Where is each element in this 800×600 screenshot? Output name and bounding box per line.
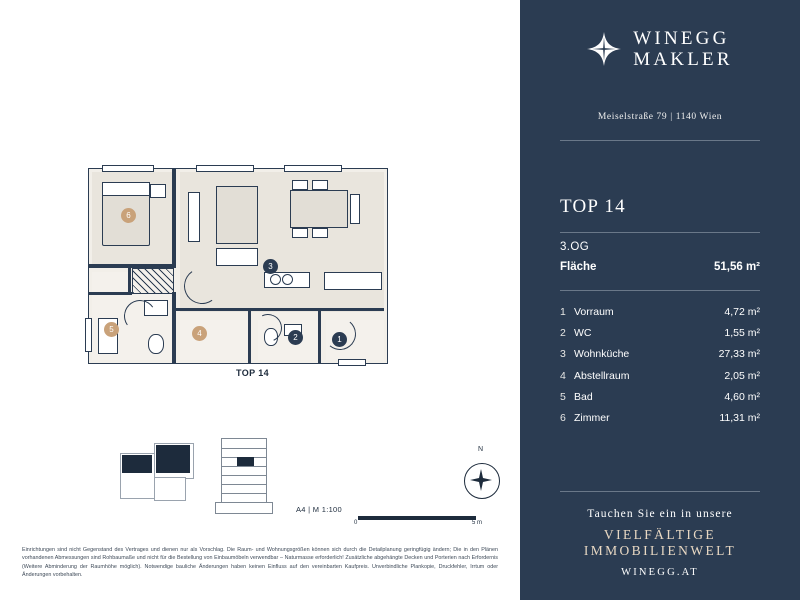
marketing-tagline xyxy=(520,508,800,559)
wall-horizontal-2 xyxy=(176,308,384,311)
floorplan-drawing-area xyxy=(0,0,520,430)
brand-block xyxy=(520,28,800,71)
furniture-hob-1 xyxy=(270,274,281,285)
entrance-door xyxy=(338,359,366,366)
wall-vertical-1 xyxy=(172,168,176,268)
room-badge-4: 4 xyxy=(192,326,207,341)
wall-vertical-2 xyxy=(172,292,176,364)
brand-wordmark xyxy=(633,28,732,71)
divider-2 xyxy=(560,232,760,233)
room-index: 3 xyxy=(560,348,566,361)
furniture-sofa xyxy=(216,186,258,244)
room-list xyxy=(560,302,760,429)
room-list-item xyxy=(560,302,760,323)
building-elevation-thumbnail xyxy=(215,438,271,513)
room-list-item xyxy=(560,386,760,407)
unit-area-row xyxy=(560,261,760,273)
room-badge-6: 6 xyxy=(121,208,136,223)
room-badge-5: 5 xyxy=(104,322,119,337)
shaft-hatch xyxy=(132,268,174,294)
room-size: 27,33 m² xyxy=(718,348,760,361)
furniture-hob-2 xyxy=(282,274,293,285)
room-index: 6 xyxy=(560,411,566,424)
site-plan-thumbnail xyxy=(120,443,200,503)
room-list-item xyxy=(560,344,760,365)
window-west-1 xyxy=(85,318,92,352)
brand-line-2: MAKLER xyxy=(633,49,733,71)
compass-rose-icon xyxy=(455,446,507,508)
wall-horizontal-3 xyxy=(88,292,132,295)
scale-max-label: 5 m xyxy=(472,520,483,526)
furniture-chair-4 xyxy=(312,228,328,238)
furniture-dining-table xyxy=(290,190,348,228)
furniture-toilet-bad xyxy=(148,334,164,354)
furniture-chair-2 xyxy=(312,180,328,190)
plan-top-label: TOP 14 xyxy=(236,368,270,378)
furniture-chair-3 xyxy=(292,228,308,238)
window-north-2 xyxy=(196,165,254,172)
star-burst-icon xyxy=(587,32,621,66)
scale-min-label: 0 xyxy=(354,520,358,526)
wall-vertical-4 xyxy=(318,311,321,364)
room-index: 2 xyxy=(560,327,566,340)
room-index: 5 xyxy=(560,390,566,403)
scale-label: A4 | M 1:100 xyxy=(296,505,342,514)
room-index: 4 xyxy=(560,369,566,382)
room-badge-2: 2 xyxy=(288,330,303,345)
furniture-chair-5 xyxy=(350,194,360,224)
unit-title: TOP 14 xyxy=(560,196,626,217)
apartment-floorplan xyxy=(88,168,388,364)
compass-needle-icon xyxy=(469,468,493,492)
divider-3 xyxy=(560,290,760,291)
room-badge-3: 3 xyxy=(263,259,278,274)
room-list-item xyxy=(560,365,760,386)
room-name: Wohnküche xyxy=(574,348,630,361)
furniture-bed-pillow xyxy=(102,182,150,196)
room-badge-1: 1 xyxy=(332,332,347,347)
room-name: WC xyxy=(574,327,592,340)
area-label: Fläche xyxy=(560,261,597,273)
unit-floor: 3.OG xyxy=(560,241,590,253)
room-index: 1 xyxy=(560,306,566,319)
window-north-3 xyxy=(284,165,342,172)
legal-disclaimer: Einrichtungen sind nicht Gegenstand des Vertrages und dienen nur als Vorschlag. Die Raum- und Wohnungsgrößen können sich durch die Detailplanung geringfügig ändern; Die in den Plänen vorhandenen Abmessungen sind Rohbaumaße und nicht für die Bestellung von Einbaumöbeln verwendbar – Naturmasse erforderlich! Zusätzliche abgehängte Decken und Porterien nach Erfordernis (Weitere Abminderung der Raumhöhe möglich). Notwendige bauliche Änderungen haben keinen Einfluss auf den vereinbarten Kaufpreis. Unverbindliche Plankopie, Druckfehler, Irrtum oder Änderungen vorbehalten. xyxy=(22,547,498,579)
furniture-kitchen-counter xyxy=(324,272,382,290)
room-name: Abstellraum xyxy=(574,369,630,382)
furniture-nightstand xyxy=(150,184,166,198)
scale-bar-group xyxy=(296,505,496,531)
compass-north-label: N xyxy=(478,446,484,453)
tagline-line-2: VIELFÄLTIGE xyxy=(603,527,717,542)
room-fill-abstellraum xyxy=(180,320,250,360)
room-size: 11,31 m² xyxy=(719,411,760,424)
room-size: 4,60 m² xyxy=(724,390,760,403)
brand-logo xyxy=(520,28,800,71)
room-name: Bad xyxy=(574,390,593,403)
room-size: 1,55 m² xyxy=(724,327,760,340)
window-north-1 xyxy=(102,165,154,172)
tagline-line-1: Tauchen Sie ein in unsere xyxy=(587,508,733,520)
room-list-item xyxy=(560,323,760,344)
room-list-item xyxy=(560,407,760,428)
property-address: Meiselstraße 79 | 1140 Wien xyxy=(597,112,723,122)
divider-4 xyxy=(560,491,760,492)
furniture-coffee-table xyxy=(216,248,258,266)
tagline-line-3: IMMOBILIENWELT xyxy=(583,543,737,558)
info-sidebar xyxy=(520,0,800,600)
scale-bar xyxy=(358,516,476,520)
area-value: 51,56 m² xyxy=(713,261,760,273)
divider-1 xyxy=(560,140,760,141)
wall-vertical-5 xyxy=(128,264,131,294)
website-link[interactable]: WINEGG.AT xyxy=(621,567,699,578)
room-size: 2,05 m² xyxy=(724,369,760,382)
room-name: Vorraum xyxy=(574,306,614,319)
furniture-chair-1 xyxy=(292,180,308,190)
furniture-sideboard xyxy=(188,192,200,242)
brand-line-1: WINEGG xyxy=(633,28,730,49)
wall-vertical-3 xyxy=(248,311,251,364)
room-size: 4,72 m² xyxy=(724,306,760,319)
room-name: Zimmer xyxy=(574,411,610,424)
